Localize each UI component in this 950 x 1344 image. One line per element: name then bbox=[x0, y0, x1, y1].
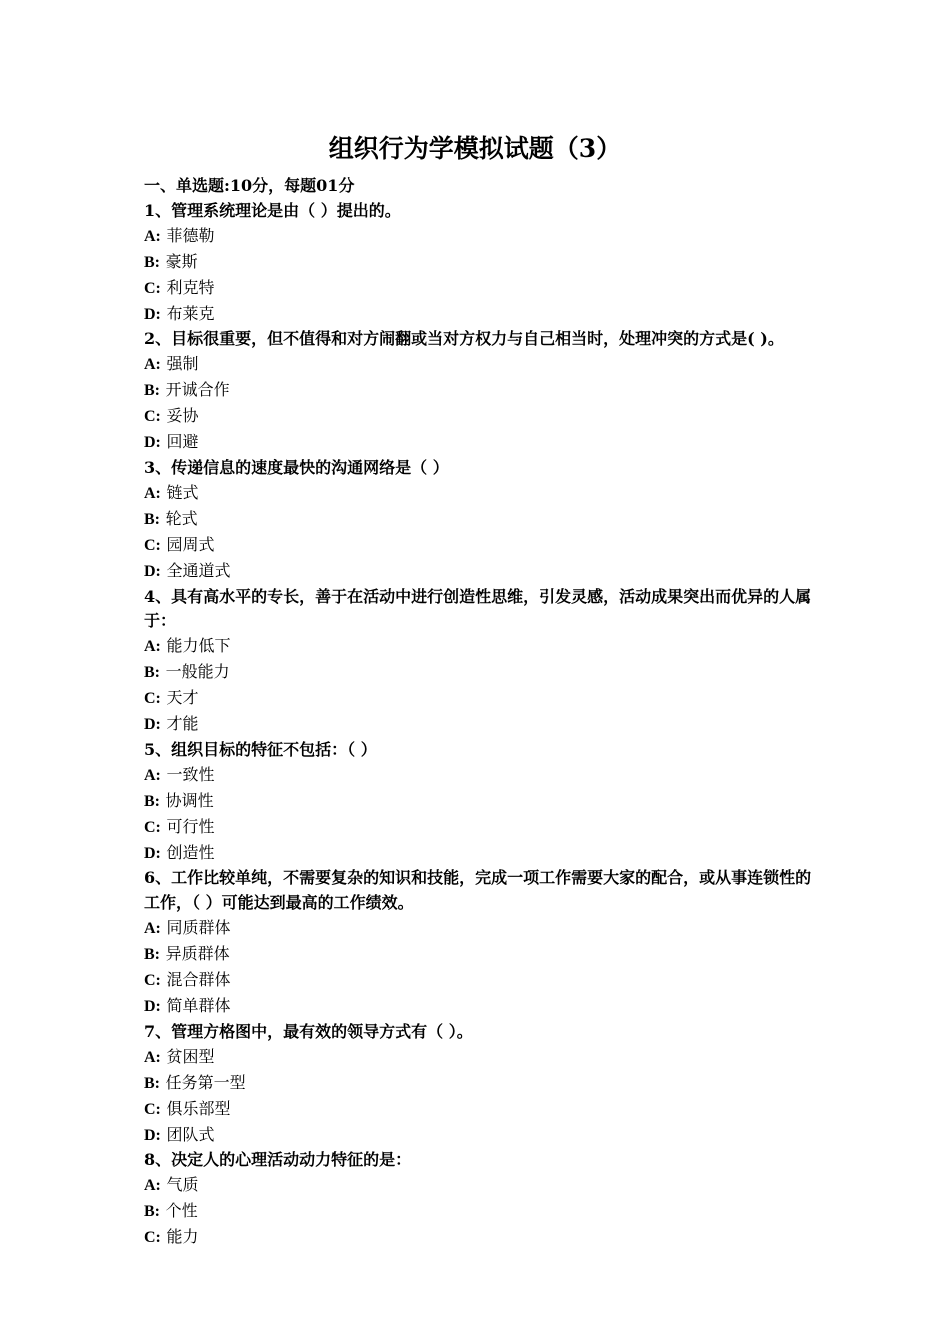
option-text: 妥协 bbox=[166, 406, 199, 426]
question-6: 6、工作比较单纯，不需要复杂的知识和技能，完成一项工作需要大家的配合，或从事连锁性的工作，（ ）可能达到最高的工作绩效。 bbox=[144, 868, 812, 913]
option-letter: C: bbox=[144, 408, 161, 426]
option-text: 链式 bbox=[166, 482, 199, 502]
option-2a bbox=[144, 352, 814, 378]
option-5a bbox=[144, 763, 814, 789]
option-text: 同质群体 bbox=[166, 918, 231, 938]
option-text: 创造性 bbox=[166, 842, 215, 862]
option-letter: D: bbox=[144, 305, 161, 323]
option-text: 一般能力 bbox=[165, 662, 230, 682]
option-text: 强制 bbox=[166, 354, 199, 374]
question-7: 7、管理方格图中，最有效的领导方式有（ ）。 bbox=[144, 1021, 473, 1041]
option-letter: C: bbox=[144, 279, 161, 297]
question-2: 2、目标很重要，但不值得和对方闹翻或当对方权力与自己相当时，处理冲突的方式是( )。 bbox=[144, 329, 784, 349]
option-text: 豪斯 bbox=[165, 251, 198, 271]
option-letter: D: bbox=[144, 562, 161, 580]
question-5: 5、组织目标的特征不包括：（ ） bbox=[144, 739, 377, 759]
option-7a bbox=[144, 1045, 814, 1071]
option-text: 团队式 bbox=[166, 1124, 215, 1144]
option-text: 混合群体 bbox=[166, 970, 231, 990]
option-6a bbox=[144, 916, 814, 942]
option-text: 能力 bbox=[166, 1227, 199, 1247]
option-text: 个性 bbox=[165, 1201, 198, 1221]
section-header: 一、单选题:10分，每题01分 bbox=[144, 176, 355, 195]
option-letter: A: bbox=[144, 227, 161, 245]
option-letter: B: bbox=[144, 382, 160, 400]
option-text: 可行性 bbox=[166, 816, 215, 836]
option-letter: C: bbox=[144, 972, 161, 990]
option-text: 回避 bbox=[166, 432, 199, 452]
option-8b bbox=[144, 1199, 814, 1225]
option-letter: C: bbox=[144, 1229, 161, 1247]
question-1: 1、管理系统理论是由（ ）提出的。 bbox=[144, 200, 401, 220]
option-7b bbox=[144, 1071, 814, 1097]
option-text: 菲德勒 bbox=[166, 225, 215, 245]
question-4: 4、具有高水平的专长，善于在活动中进行创造性思维，引发灵感，活动成果突出而优异的人属于： bbox=[144, 586, 812, 631]
option-letter: B: bbox=[144, 792, 160, 810]
option-1c bbox=[144, 276, 814, 302]
option-letter: A: bbox=[144, 1048, 161, 1066]
option-text: 园周式 bbox=[166, 534, 215, 554]
option-text: 简单群体 bbox=[166, 996, 231, 1015]
option-2c bbox=[144, 404, 814, 430]
option-text: 俱乐部型 bbox=[166, 1098, 231, 1118]
option-6b bbox=[144, 942, 814, 968]
option-4b bbox=[144, 660, 814, 686]
option-letter: A: bbox=[144, 920, 161, 938]
option-text: 协调性 bbox=[165, 790, 214, 810]
option-4d bbox=[144, 712, 814, 738]
option-letter: D: bbox=[144, 716, 161, 734]
option-5c bbox=[144, 815, 814, 841]
option-text: 任务第一型 bbox=[165, 1072, 246, 1092]
option-text: 能力低下 bbox=[166, 636, 231, 656]
question-8: 8、决定人的心理活动动力特征的是： bbox=[144, 1150, 412, 1170]
option-2b bbox=[144, 378, 814, 404]
option-letter: B: bbox=[144, 946, 160, 964]
option-4c bbox=[144, 686, 814, 712]
option-letter: D: bbox=[144, 1126, 161, 1144]
option-3d bbox=[144, 559, 814, 585]
option-3a bbox=[144, 481, 814, 507]
option-2d bbox=[144, 430, 814, 456]
option-7d bbox=[144, 1123, 814, 1149]
option-letter: C: bbox=[144, 536, 161, 554]
option-letter: D: bbox=[144, 844, 161, 862]
option-text: 贫困型 bbox=[166, 1046, 215, 1066]
option-letter: B: bbox=[144, 1203, 160, 1221]
option-text: 气质 bbox=[166, 1175, 199, 1195]
option-7c bbox=[144, 1097, 814, 1123]
option-letter: B: bbox=[144, 510, 160, 528]
option-text: 利克特 bbox=[166, 277, 215, 297]
option-6d bbox=[144, 994, 814, 1020]
option-text: 天才 bbox=[166, 688, 199, 708]
option-letter: C: bbox=[144, 690, 161, 708]
option-4a bbox=[144, 634, 814, 660]
option-text: 一致性 bbox=[166, 764, 215, 784]
option-8a bbox=[144, 1173, 814, 1199]
option-letter: A: bbox=[144, 356, 161, 374]
option-8c bbox=[144, 1225, 814, 1251]
question-3: 3、传递信息的速度最快的沟通网络是（ ） bbox=[144, 457, 449, 477]
option-1d bbox=[144, 302, 814, 328]
option-letter: D: bbox=[144, 434, 161, 452]
option-text: 开诚合作 bbox=[165, 380, 230, 400]
option-6c bbox=[144, 968, 814, 994]
option-1b bbox=[144, 250, 814, 276]
exam-content bbox=[144, 174, 814, 1251]
option-1a bbox=[144, 224, 814, 250]
option-letter: C: bbox=[144, 1100, 161, 1118]
option-text: 全通道式 bbox=[166, 560, 231, 580]
option-letter: B: bbox=[144, 664, 160, 682]
option-letter: A: bbox=[144, 638, 161, 656]
option-letter: D: bbox=[144, 998, 161, 1015]
option-text: 才能 bbox=[166, 714, 199, 734]
option-text: 异质群体 bbox=[165, 944, 230, 964]
option-text: 轮式 bbox=[165, 508, 198, 528]
option-text: 布莱克 bbox=[166, 303, 215, 323]
option-letter: A: bbox=[144, 1177, 161, 1195]
option-letter: C: bbox=[144, 818, 161, 836]
option-letter: A: bbox=[144, 484, 161, 502]
option-letter: A: bbox=[144, 766, 161, 784]
option-letter: B: bbox=[144, 253, 160, 271]
page-title: 组织行为学模拟试题（3） bbox=[328, 134, 622, 163]
option-5d bbox=[144, 841, 814, 867]
option-3b bbox=[144, 507, 814, 533]
option-5b bbox=[144, 789, 814, 815]
option-letter: B: bbox=[144, 1074, 160, 1092]
option-3c bbox=[144, 533, 814, 559]
